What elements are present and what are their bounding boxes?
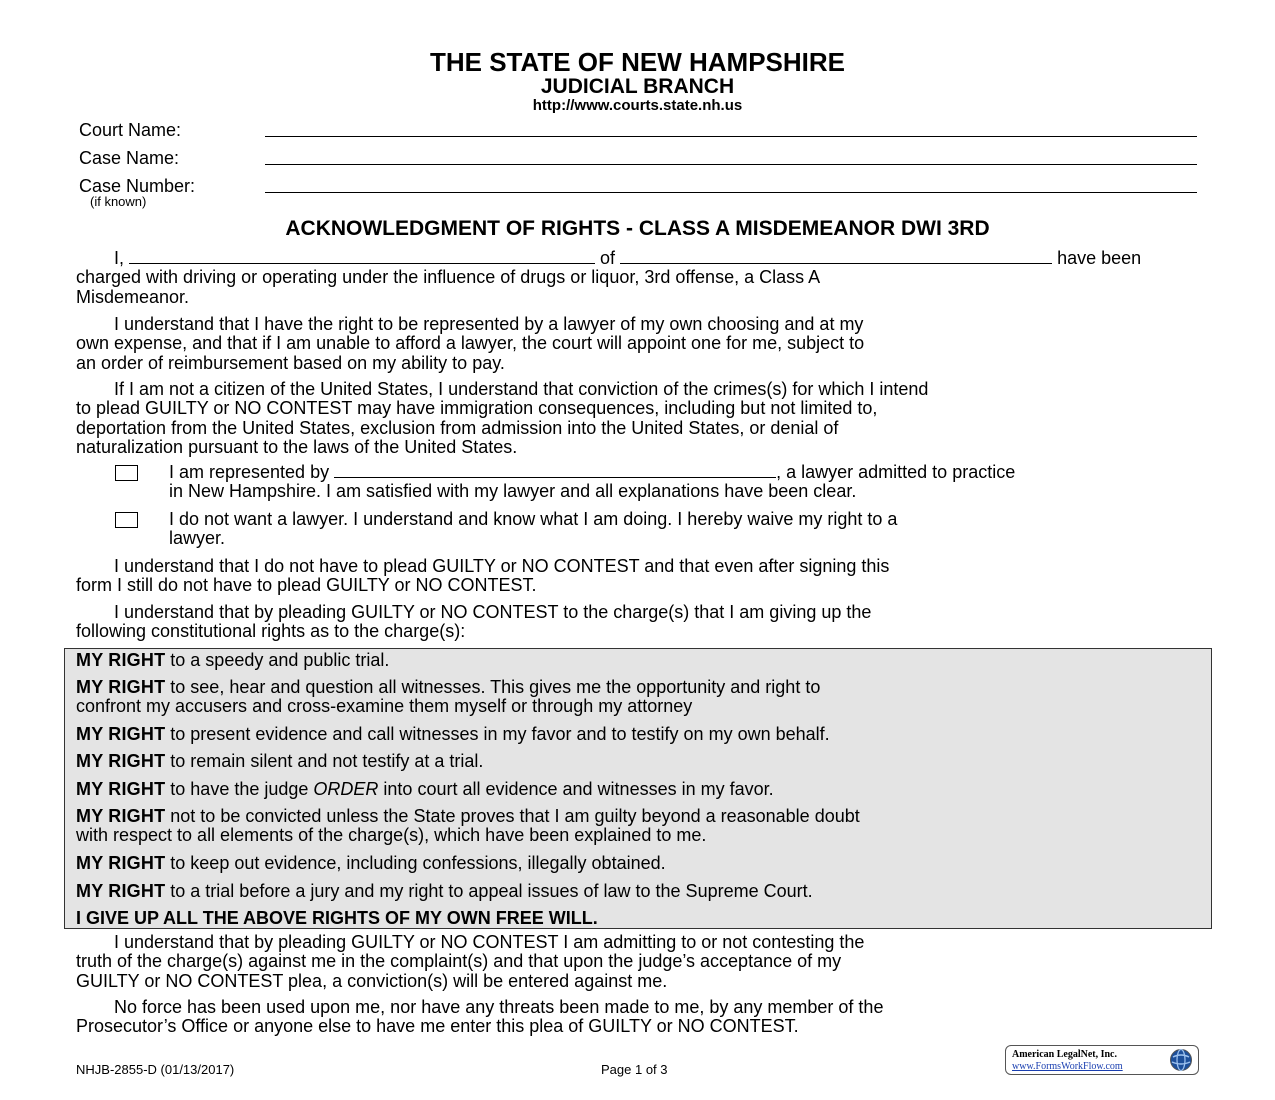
- represented-post: , a lawyer admitted to practice: [776, 462, 1016, 482]
- represented-pre: I am represented by: [169, 462, 330, 482]
- citizen-line-3: deportation from the United States, exclusion from admission into the United States, or denial of: [76, 417, 839, 438]
- case-name-label: Case Name:: [79, 148, 180, 168]
- name-blank[interactable]: [129, 249, 595, 264]
- admitting-line-3: GUILTY or NO CONTEST plea, a conviction(s) will be entered against me.: [76, 970, 668, 991]
- intro-i: I,: [114, 248, 125, 268]
- right-not-convicted: [76, 807, 1196, 846]
- globe-icon: [1169, 1048, 1193, 1072]
- intro-have-been: have been: [1057, 248, 1142, 268]
- give-up-statement: I GIVE UP ALL THE ABOVE RIGHTS OF MY OWN FREE WILL.: [76, 908, 598, 928]
- no-lawyer-option: [169, 510, 1199, 549]
- right-order-word: ORDER: [313, 779, 379, 799]
- court-name-label: Court Name:: [79, 120, 182, 140]
- right-keep-out-text: to keep out evidence, including confessions, illegally obtained.: [165, 853, 666, 873]
- represented-option: [169, 463, 1199, 502]
- admitting-line-2: truth of the charge(s) against me in the complaint(s) and that upon the judge’s acceptance of my: [76, 951, 842, 972]
- court-name-field[interactable]: [265, 136, 1197, 137]
- right-label: MY RIGHT: [76, 677, 166, 697]
- giving-up-paragraph: [76, 603, 1201, 642]
- admitting-line-1: I understand that by pleading GUILTY or NO CONTEST I am admitting to or not contesting the: [114, 932, 865, 952]
- citizen-line-4: naturalization pursuant to the laws of the United States.: [76, 436, 518, 457]
- court-url: http://www.courts.state.nh.us: [532, 97, 743, 114]
- right-order-text-pre: to have the judge: [165, 779, 314, 799]
- right-speedy-trial: [76, 651, 1196, 670]
- lawyer-line-2: own expense, and that if I am unable to afford a lawyer, the court will appoint one for me, subject to: [76, 333, 865, 354]
- citizen-paragraph: [76, 380, 1201, 457]
- right-order: [76, 780, 1196, 799]
- lawyer-line-3: an order of reimbursement based on my ability to pay.: [76, 352, 505, 373]
- right-witnesses: [76, 678, 1196, 717]
- right-jury: [76, 882, 1196, 901]
- logo-name: American LegalNet, Inc.: [1012, 1049, 1117, 1060]
- right-label: MY RIGHT: [76, 881, 166, 901]
- case-name-field[interactable]: [265, 164, 1197, 165]
- lawyer-line-1: I understand that I have the right to be represented by a lawyer of my own choosing and at my: [114, 314, 864, 334]
- case-number-field[interactable]: [265, 192, 1197, 193]
- represented-line-2: in New Hampshire. I am satisfied with my lawyer and all explanations have been clear.: [169, 481, 857, 502]
- right-evidence-text: to present evidence and call witnesses in my favor and to testify on my own behalf.: [165, 724, 830, 744]
- form-title: ACKNOWLEDGMENT OF RIGHTS - CLASS A MISDEMEANOR DWI 3RD: [285, 217, 990, 240]
- right-witnesses-text-1: to see, hear and question all witnesses. This gives me the opportunity and right to: [165, 677, 821, 697]
- lawyer-paragraph: [76, 315, 1201, 373]
- address-blank[interactable]: [620, 249, 1052, 264]
- right-label: MY RIGHT: [76, 806, 166, 826]
- citizen-line-2: to plead GUILTY or NO CONTEST may have immigration consequences, including but not limited to,: [76, 398, 878, 419]
- giving-up-line-1: I understand that by pleading GUILTY or NO CONTEST to the charge(s) that I am giving up the: [114, 602, 872, 622]
- right-jury-text: to a trial before a jury and my right to appeal issues of law to the Supreme Court.: [165, 881, 813, 901]
- represented-checkbox[interactable]: [115, 465, 138, 481]
- intro-paragraph: [76, 249, 1201, 307]
- no-lawyer-line-2: lawyer.: [169, 528, 226, 549]
- not-plead-paragraph: [76, 557, 1201, 596]
- right-label: MY RIGHT: [76, 751, 166, 771]
- if-known-note: (if known): [90, 194, 147, 209]
- intro-line-2: charged with driving or operating under the influence of drugs or liquor, 3rd offense, a Class A: [76, 267, 821, 288]
- no-lawyer-checkbox[interactable]: [115, 512, 138, 528]
- publisher-logo[interactable]: [1005, 1045, 1199, 1075]
- right-evidence: [76, 725, 1196, 744]
- form-id: NHJB-2855-D (01/13/2017): [76, 1062, 235, 1077]
- giving-up-line-2: following constitutional rights as to the charge(s):: [76, 621, 466, 642]
- lawyer-name-blank[interactable]: [334, 463, 776, 478]
- no-force-line-1: No force has been used upon me, nor have any threats been made to me, by any member of the: [114, 997, 884, 1017]
- intro-line-3: Misdemeanor.: [76, 286, 190, 307]
- citizen-line-1: If I am not a citizen of the United States, I understand that conviction of the crimes(s) for which I intend: [114, 379, 929, 399]
- case-number-label: Case Number:: [79, 176, 196, 196]
- right-label: MY RIGHT: [76, 779, 166, 799]
- admitting-paragraph: [76, 933, 1201, 991]
- right-keep-out: [76, 854, 1196, 873]
- state-heading: THE STATE OF NEW HAMPSHIRE: [429, 47, 846, 77]
- no-lawyer-line-1: I do not want a lawyer. I understand and know what I am doing. I hereby waive my right to a: [169, 509, 898, 529]
- right-convicted-text-1: not to be convicted unless the State proves that I am guilty beyond a reasonable doubt: [165, 806, 860, 826]
- no-force-line-2: Prosecutor’s Office or anyone else to have me enter this plea of GUILTY or NO CONTEST.: [76, 1016, 799, 1037]
- right-silent-text: to remain silent and not testify at a trial.: [165, 751, 484, 771]
- branch-heading: JUDICIAL BRANCH: [540, 75, 735, 98]
- right-order-text-post: into court all evidence and witnesses in my favor.: [378, 779, 774, 799]
- logo-url[interactable]: www.FormsWorkFlow.com: [1012, 1061, 1123, 1072]
- right-convicted-text-2: with respect to all elements of the charge(s), which have been explained to me.: [76, 825, 707, 846]
- no-force-paragraph: [76, 998, 1201, 1037]
- page-number: Page 1 of 3: [601, 1062, 668, 1077]
- intro-of: of: [600, 248, 616, 268]
- not-plead-line-1: I understand that I do not have to plead GUILTY or NO CONTEST and that even after signing this: [114, 556, 890, 576]
- right-label: MY RIGHT: [76, 853, 166, 873]
- right-silent: [76, 752, 1196, 771]
- right-witnesses-text-2: confront my accusers and cross-examine them myself or through my attorney: [76, 696, 693, 717]
- right-speedy-text: to a speedy and public trial.: [165, 650, 390, 670]
- right-label: MY RIGHT: [76, 650, 166, 670]
- right-label: MY RIGHT: [76, 724, 166, 744]
- not-plead-line-2: form I still do not have to plead GUILTY or NO CONTEST.: [76, 575, 537, 596]
